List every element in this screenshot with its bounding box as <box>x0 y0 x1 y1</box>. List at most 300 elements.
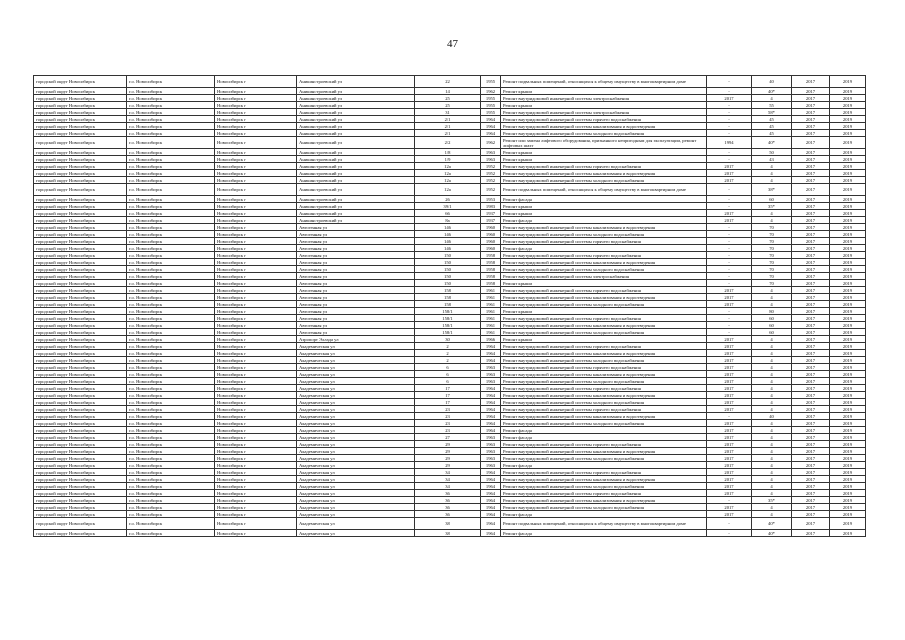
locality-cell: Новосибирск г <box>215 88 297 95</box>
city-cell: г.о. Новосибирск <box>127 518 215 530</box>
street-cell: Автогенная ул <box>297 301 415 308</box>
city-cell: г.о. Новосибирск <box>127 497 215 504</box>
period-end-cell: 2019 <box>830 518 866 530</box>
amount-cell: 4 <box>752 364 792 371</box>
district-cell: городской округ Новосибирск <box>34 441 127 448</box>
work-type-cell: Ремонт внутридомовой инженерной системы канализования и водоотведения <box>501 392 707 399</box>
work-type-cell: Ремонт внутридомовой инженерной системы горячего водоснабжения <box>501 490 707 497</box>
house-number-cell: 23 <box>415 406 481 413</box>
locality-cell: Новосибирск г <box>215 137 297 149</box>
period-start-cell: 2017 <box>792 245 830 252</box>
locality-cell: Новосибирск г <box>215 406 297 413</box>
completion-year-cell: 2017 <box>707 483 752 490</box>
district-cell: городской округ Новосибирск <box>34 259 127 266</box>
city-cell: г.о. Новосибирск <box>127 301 215 308</box>
table-row <box>34 287 866 294</box>
house-number-cell: 29 <box>415 462 481 469</box>
work-type-cell: Ремонт фасада <box>501 462 707 469</box>
amount-cell: 40* <box>752 88 792 95</box>
build-year-cell: 1964 <box>481 406 501 413</box>
period-start-cell: 2017 <box>792 504 830 511</box>
completion-year-cell: 2017 <box>707 371 752 378</box>
street-cell: Автогенная ул <box>297 322 415 329</box>
locality-cell: Новосибирск г <box>215 287 297 294</box>
amount-cell: 4 <box>752 343 792 350</box>
build-year-cell: 1960 <box>481 231 501 238</box>
work-type-cell: Ремонт внутридомовой инженерной системы холодного водоснабжения <box>501 329 707 336</box>
work-type-cell: Ремонт крыши <box>501 149 707 156</box>
period-end-cell: 2019 <box>830 455 866 462</box>
period-start-cell: 2017 <box>792 163 830 170</box>
period-end-cell: 2019 <box>830 530 866 537</box>
period-end-cell: 2019 <box>830 163 866 170</box>
table-row <box>34 476 866 483</box>
completion-year-cell: - <box>707 497 752 504</box>
amount-cell: 50 <box>752 149 792 156</box>
street-cell: Аникинстроевский ул <box>297 95 415 102</box>
table-row <box>34 406 866 413</box>
district-cell: городской округ Новосибирск <box>34 385 127 392</box>
street-cell: Аникинстроевский ул <box>297 123 415 130</box>
street-cell: Академическая ул <box>297 462 415 469</box>
city-cell: г.о. Новосибирск <box>127 245 215 252</box>
table-row <box>34 294 866 301</box>
build-year-cell: 1955 <box>481 76 501 88</box>
locality-cell: Новосибирск г <box>215 273 297 280</box>
table-row <box>34 109 866 116</box>
locality-cell: Новосибирск г <box>215 462 297 469</box>
street-cell: Аникинстроевский ул <box>297 196 415 203</box>
work-type-cell: Ремонт внутридомовой инженерной системы канализования и водоотведения <box>501 476 707 483</box>
table-row <box>34 462 866 469</box>
period-start-cell: 2017 <box>792 357 830 364</box>
period-start-cell: 2017 <box>792 511 830 518</box>
locality-cell: Новосибирск г <box>215 184 297 196</box>
district-cell: городской округ Новосибирск <box>34 252 127 259</box>
city-cell: г.о. Новосибирск <box>127 357 215 364</box>
locality-cell: Новосибирск г <box>215 231 297 238</box>
house-number-cell: 150 <box>415 252 481 259</box>
period-start-cell: 2017 <box>792 329 830 336</box>
period-end-cell: 2019 <box>830 231 866 238</box>
district-cell: городской округ Новосибирск <box>34 116 127 123</box>
house-number-cell: 17 <box>415 385 481 392</box>
table-row <box>34 196 866 203</box>
table-row <box>34 364 866 371</box>
street-cell: Аникинстроевский ул <box>297 156 415 163</box>
street-cell: Академическая ул <box>297 406 415 413</box>
house-number-cell: 29 <box>415 455 481 462</box>
period-end-cell: 2019 <box>830 364 866 371</box>
amount-cell: 60 <box>752 196 792 203</box>
completion-year-cell: - <box>707 238 752 245</box>
table-row <box>34 385 866 392</box>
house-number-cell: 158 <box>415 294 481 301</box>
street-cell: Академическая ул <box>297 434 415 441</box>
completion-year-cell: - <box>707 116 752 123</box>
build-year-cell: 1963 <box>481 441 501 448</box>
period-start-cell: 2017 <box>792 371 830 378</box>
build-year-cell: 1955 <box>481 102 501 109</box>
amount-cell: 70 <box>752 266 792 273</box>
district-cell: городской округ Новосибирск <box>34 123 127 130</box>
amount-cell: 4 <box>752 210 792 217</box>
locality-cell: Новосибирск г <box>215 238 297 245</box>
build-year-cell: 1983 <box>481 203 501 210</box>
street-cell: Аникинстроевский ул <box>297 102 415 109</box>
build-year-cell: 1958 <box>481 280 501 287</box>
district-cell: городской округ Новосибирск <box>34 420 127 427</box>
period-start-cell: 2017 <box>792 137 830 149</box>
city-cell: г.о. Новосибирск <box>127 163 215 170</box>
locality-cell: Новосибирск г <box>215 109 297 116</box>
period-end-cell: 2019 <box>830 476 866 483</box>
period-end-cell: 2019 <box>830 301 866 308</box>
completion-year-cell: - <box>707 259 752 266</box>
street-cell: Аникинстроевский ул <box>297 116 415 123</box>
street-cell: Академическая ул <box>297 427 415 434</box>
street-cell: Автогенная ул <box>297 266 415 273</box>
period-end-cell: 2019 <box>830 88 866 95</box>
locality-cell: Новосибирск г <box>215 102 297 109</box>
period-end-cell: 2019 <box>830 378 866 385</box>
district-cell: городской округ Новосибирск <box>34 413 127 420</box>
period-end-cell: 2019 <box>830 504 866 511</box>
house-number-cell: 150 <box>415 280 481 287</box>
house-number-cell: 150 <box>415 266 481 273</box>
period-end-cell: 2019 <box>830 343 866 350</box>
locality-cell: Новосибирск г <box>215 170 297 177</box>
period-end-cell: 2019 <box>830 413 866 420</box>
work-type-cell: Ремонт внутридомовой инженерной системы холодного водоснабжения <box>501 177 707 184</box>
district-cell: городской округ Новосибирск <box>34 329 127 336</box>
period-start-cell: 2017 <box>792 343 830 350</box>
district-cell: городской округ Новосибирск <box>34 156 127 163</box>
period-start-cell: 2017 <box>792 231 830 238</box>
district-cell: городской округ Новосибирск <box>34 245 127 252</box>
amount-cell: 40* <box>752 137 792 149</box>
street-cell: Аникинстроевский ул <box>297 130 415 137</box>
work-type-cell: Ремонт внутридомовой инженерной системы холодного водоснабжения <box>501 504 707 511</box>
street-cell: Академическая ул <box>297 504 415 511</box>
street-cell: Академическая ул <box>297 350 415 357</box>
period-end-cell: 2019 <box>830 224 866 231</box>
city-cell: г.о. Новосибирск <box>127 406 215 413</box>
city-cell: г.о. Новосибирск <box>127 336 215 343</box>
completion-year-cell: 2017 <box>707 95 752 102</box>
completion-year-cell: - <box>707 231 752 238</box>
house-number-cell: 34 <box>415 483 481 490</box>
work-type-cell: Ремонт внутридомовой инженерной системы горячего водоснабжения <box>501 364 707 371</box>
build-year-cell: 1960 <box>481 238 501 245</box>
district-cell: городской округ Новосибирск <box>34 455 127 462</box>
street-cell: Академическая ул <box>297 469 415 476</box>
table-row <box>34 329 866 336</box>
build-year-cell: 1964 <box>481 399 501 406</box>
period-start-cell: 2017 <box>792 413 830 420</box>
amount-cell: 4 <box>752 392 792 399</box>
city-cell: г.о. Новосибирск <box>127 530 215 537</box>
district-cell: городской округ Новосибирск <box>34 434 127 441</box>
district-cell: городской округ Новосибирск <box>34 238 127 245</box>
locality-cell: Новосибирск г <box>215 130 297 137</box>
work-type-cell: Ремонт фасада <box>501 530 707 537</box>
work-type-cell: Ремонт внутридомовой инженерной системы горячего водоснабжения <box>501 343 707 350</box>
build-year-cell: 1961 <box>481 315 501 322</box>
locality-cell: Новосибирск г <box>215 210 297 217</box>
work-type-cell: Ремонт подвальных помещений, относящихся к общему имуществу в многоквартирном доме <box>501 76 707 88</box>
period-end-cell: 2019 <box>830 315 866 322</box>
district-cell: городской округ Новосибирск <box>34 109 127 116</box>
table-row <box>34 511 866 518</box>
table-row <box>34 530 866 537</box>
district-cell: городской округ Новосибирск <box>34 88 127 95</box>
street-cell: Аникинстроевский ул <box>297 76 415 88</box>
locality-cell: Новосибирск г <box>215 217 297 224</box>
period-end-cell: 2019 <box>830 203 866 210</box>
house-number-cell: 6 <box>415 371 481 378</box>
completion-year-cell: - <box>707 530 752 537</box>
build-year-cell: 1937 <box>481 210 501 217</box>
street-cell: Академическая ул <box>297 357 415 364</box>
period-end-cell: 2019 <box>830 130 866 137</box>
work-type-cell: Ремонт внутридомовой инженерной системы холодного водоснабжения <box>501 231 707 238</box>
house-number-cell: 34 <box>415 469 481 476</box>
period-end-cell: 2019 <box>830 441 866 448</box>
amount-cell: 4 <box>752 385 792 392</box>
table-row <box>34 301 866 308</box>
period-end-cell: 2019 <box>830 329 866 336</box>
work-type-cell: Ремонт внутридомовой инженерной системы электроснабжения <box>501 95 707 102</box>
period-end-cell: 2019 <box>830 259 866 266</box>
work-type-cell: Ремонт фасада <box>501 434 707 441</box>
work-type-cell: Ремонт крыши <box>501 88 707 95</box>
city-cell: г.о. Новосибирск <box>127 294 215 301</box>
house-number-cell: 27 <box>415 434 481 441</box>
street-cell: Автогенная ул <box>297 287 415 294</box>
period-end-cell: 2019 <box>830 102 866 109</box>
street-cell: Академическая ул <box>297 483 415 490</box>
period-end-cell: 2019 <box>830 266 866 273</box>
house-number-cell: 1/9 <box>415 156 481 163</box>
amount-cell: 4 <box>752 378 792 385</box>
district-cell: городской округ Новосибирск <box>34 149 127 156</box>
build-year-cell: 1964 <box>481 504 501 511</box>
table-row <box>34 95 866 102</box>
locality-cell: Новосибирск г <box>215 259 297 266</box>
period-end-cell: 2019 <box>830 448 866 455</box>
amount-cell: 4 <box>752 462 792 469</box>
period-start-cell: 2017 <box>792 95 830 102</box>
district-cell: городской округ Новосибирск <box>34 266 127 273</box>
district-cell: городской округ Новосибирск <box>34 476 127 483</box>
table-row <box>34 252 866 259</box>
work-type-cell: Ремонт крыши <box>501 203 707 210</box>
district-cell: городской округ Новосибирск <box>34 163 127 170</box>
period-end-cell: 2019 <box>830 511 866 518</box>
city-cell: г.о. Новосибирск <box>127 170 215 177</box>
amount-cell: 4 <box>752 434 792 441</box>
table-row <box>34 224 866 231</box>
city-cell: г.о. Новосибирск <box>127 315 215 322</box>
house-number-cell: 146 <box>415 224 481 231</box>
house-number-cell: 22 <box>415 76 481 88</box>
table-row <box>34 399 866 406</box>
period-end-cell: 2019 <box>830 123 866 130</box>
completion-year-cell: - <box>707 280 752 287</box>
locality-cell: Новосибирск г <box>215 490 297 497</box>
work-type-cell: Ремонт внутридомовой инженерной системы канализования и водоотведения <box>501 350 707 357</box>
table-row <box>34 149 866 156</box>
period-end-cell: 2019 <box>830 170 866 177</box>
locality-cell: Новосибирск г <box>215 427 297 434</box>
amount-cell: 70 <box>752 273 792 280</box>
build-year-cell: 1963 <box>481 434 501 441</box>
city-cell: г.о. Новосибирск <box>127 427 215 434</box>
period-start-cell: 2017 <box>792 497 830 504</box>
work-type-cell: Ремонт или замена лифтового оборудования, признанного непригодным для эксплуатации, ремонт лифтовых шахт <box>501 137 707 149</box>
work-type-cell: Ремонт внутридомовой инженерной системы горячего водоснабжения <box>501 287 707 294</box>
city-cell: г.о. Новосибирск <box>127 149 215 156</box>
house-number-cell: 38 <box>415 518 481 530</box>
period-start-cell: 2017 <box>792 184 830 196</box>
build-year-cell: 1964 <box>481 476 501 483</box>
amount-cell: 4 <box>752 455 792 462</box>
period-end-cell: 2019 <box>830 287 866 294</box>
district-cell: городской округ Новосибирск <box>34 399 127 406</box>
amount-cell: 4 <box>752 469 792 476</box>
period-end-cell: 2019 <box>830 469 866 476</box>
house-number-cell: 12а <box>415 170 481 177</box>
build-year-cell: 1962 <box>481 137 501 149</box>
district-cell: городской округ Новосибирск <box>34 343 127 350</box>
period-end-cell: 2019 <box>830 427 866 434</box>
table-row <box>34 350 866 357</box>
house-number-cell: 25 <box>415 102 481 109</box>
build-year-cell: 1963 <box>481 455 501 462</box>
locality-cell: Новосибирск г <box>215 308 297 315</box>
amount-cell: 4 <box>752 163 792 170</box>
table-row <box>34 203 866 210</box>
period-start-cell: 2017 <box>792 350 830 357</box>
district-cell: городской округ Новосибирск <box>34 322 127 329</box>
amount-cell: 4 <box>752 427 792 434</box>
amount-cell: 4 <box>752 448 792 455</box>
completion-year-cell: 2017 <box>707 336 752 343</box>
period-end-cell: 2019 <box>830 420 866 427</box>
amount-cell: 4 <box>752 371 792 378</box>
street-cell: Автогенная ул <box>297 329 415 336</box>
completion-year-cell: - <box>707 76 752 88</box>
work-type-cell: Ремонт внутридомовой инженерной системы канализования и водоотведения <box>501 497 707 504</box>
amount-cell: 4 <box>752 420 792 427</box>
house-number-cell: 158 <box>415 301 481 308</box>
build-year-cell: 1964 <box>481 518 501 530</box>
completion-year-cell: - <box>707 130 752 137</box>
period-end-cell: 2019 <box>830 371 866 378</box>
house-number-cell: 12а <box>415 163 481 170</box>
district-cell: городской округ Новосибирск <box>34 406 127 413</box>
period-start-cell: 2017 <box>792 217 830 224</box>
street-cell: Академическая ул <box>297 420 415 427</box>
street-cell: Аникинстроевский ул <box>297 137 415 149</box>
table-row <box>34 371 866 378</box>
period-end-cell: 2019 <box>830 137 866 149</box>
build-year-cell: 1964 <box>481 530 501 537</box>
city-cell: г.о. Новосибирск <box>127 483 215 490</box>
period-end-cell: 2019 <box>830 490 866 497</box>
house-number-cell: 6 <box>415 364 481 371</box>
locality-cell: Новосибирск г <box>215 497 297 504</box>
period-start-cell: 2017 <box>792 177 830 184</box>
locality-cell: Новосибирск г <box>215 371 297 378</box>
period-start-cell: 2017 <box>792 170 830 177</box>
city-cell: г.о. Новосибирск <box>127 177 215 184</box>
district-cell: городской округ Новосибирск <box>34 350 127 357</box>
locality-cell: Новосибирск г <box>215 364 297 371</box>
work-type-cell: Ремонт внутридомовой инженерной системы холодного водоснабжения <box>501 357 707 364</box>
completion-year-cell: 2017 <box>707 406 752 413</box>
period-end-cell: 2019 <box>830 245 866 252</box>
period-start-cell: 2017 <box>792 156 830 163</box>
city-cell: г.о. Новосибирск <box>127 448 215 455</box>
city-cell: г.о. Новосибирск <box>127 378 215 385</box>
city-cell: г.о. Новосибирск <box>127 224 215 231</box>
district-cell: городской округ Новосибирск <box>34 224 127 231</box>
period-end-cell: 2019 <box>830 483 866 490</box>
amount-cell: 70 <box>752 252 792 259</box>
district-cell: городской округ Новосибирск <box>34 469 127 476</box>
completion-year-cell: - <box>707 184 752 196</box>
table-row <box>34 116 866 123</box>
period-start-cell: 2017 <box>792 224 830 231</box>
work-type-cell: Ремонт крыши <box>501 156 707 163</box>
build-year-cell: 1964 <box>481 427 501 434</box>
period-start-cell: 2017 <box>792 518 830 530</box>
build-year-cell: 1963 <box>481 364 501 371</box>
district-cell: городской округ Новосибирск <box>34 427 127 434</box>
period-start-cell: 2017 <box>792 434 830 441</box>
table-row <box>34 210 866 217</box>
amount-cell: 40 <box>752 413 792 420</box>
amount-cell: 60 <box>752 329 792 336</box>
period-end-cell: 2019 <box>830 336 866 343</box>
build-year-cell: 1964 <box>481 469 501 476</box>
city-cell: г.о. Новосибирск <box>127 130 215 137</box>
build-year-cell: 1952 <box>481 177 501 184</box>
completion-year-cell: - <box>707 315 752 322</box>
house-number-cell: 2/1 <box>415 130 481 137</box>
period-start-cell: 2017 <box>792 88 830 95</box>
locality-cell: Новосибирск г <box>215 357 297 364</box>
period-end-cell: 2019 <box>830 294 866 301</box>
district-cell: городской округ Новосибирск <box>34 336 127 343</box>
amount-cell: 55 <box>752 102 792 109</box>
table-row <box>34 490 866 497</box>
period-start-cell: 2017 <box>792 266 830 273</box>
table-row <box>34 245 866 252</box>
period-start-cell: 2017 <box>792 149 830 156</box>
amount-cell: 4 <box>752 336 792 343</box>
district-cell: городской округ Новосибирск <box>34 210 127 217</box>
completion-year-cell: 2017 <box>707 378 752 385</box>
district-cell: городской округ Новосибирск <box>34 196 127 203</box>
locality-cell: Новосибирск г <box>215 399 297 406</box>
locality-cell: Новосибирск г <box>215 476 297 483</box>
street-cell: Автогенная ул <box>297 294 415 301</box>
work-type-cell: Ремонт крыши <box>501 308 707 315</box>
build-year-cell: 1964 <box>481 350 501 357</box>
